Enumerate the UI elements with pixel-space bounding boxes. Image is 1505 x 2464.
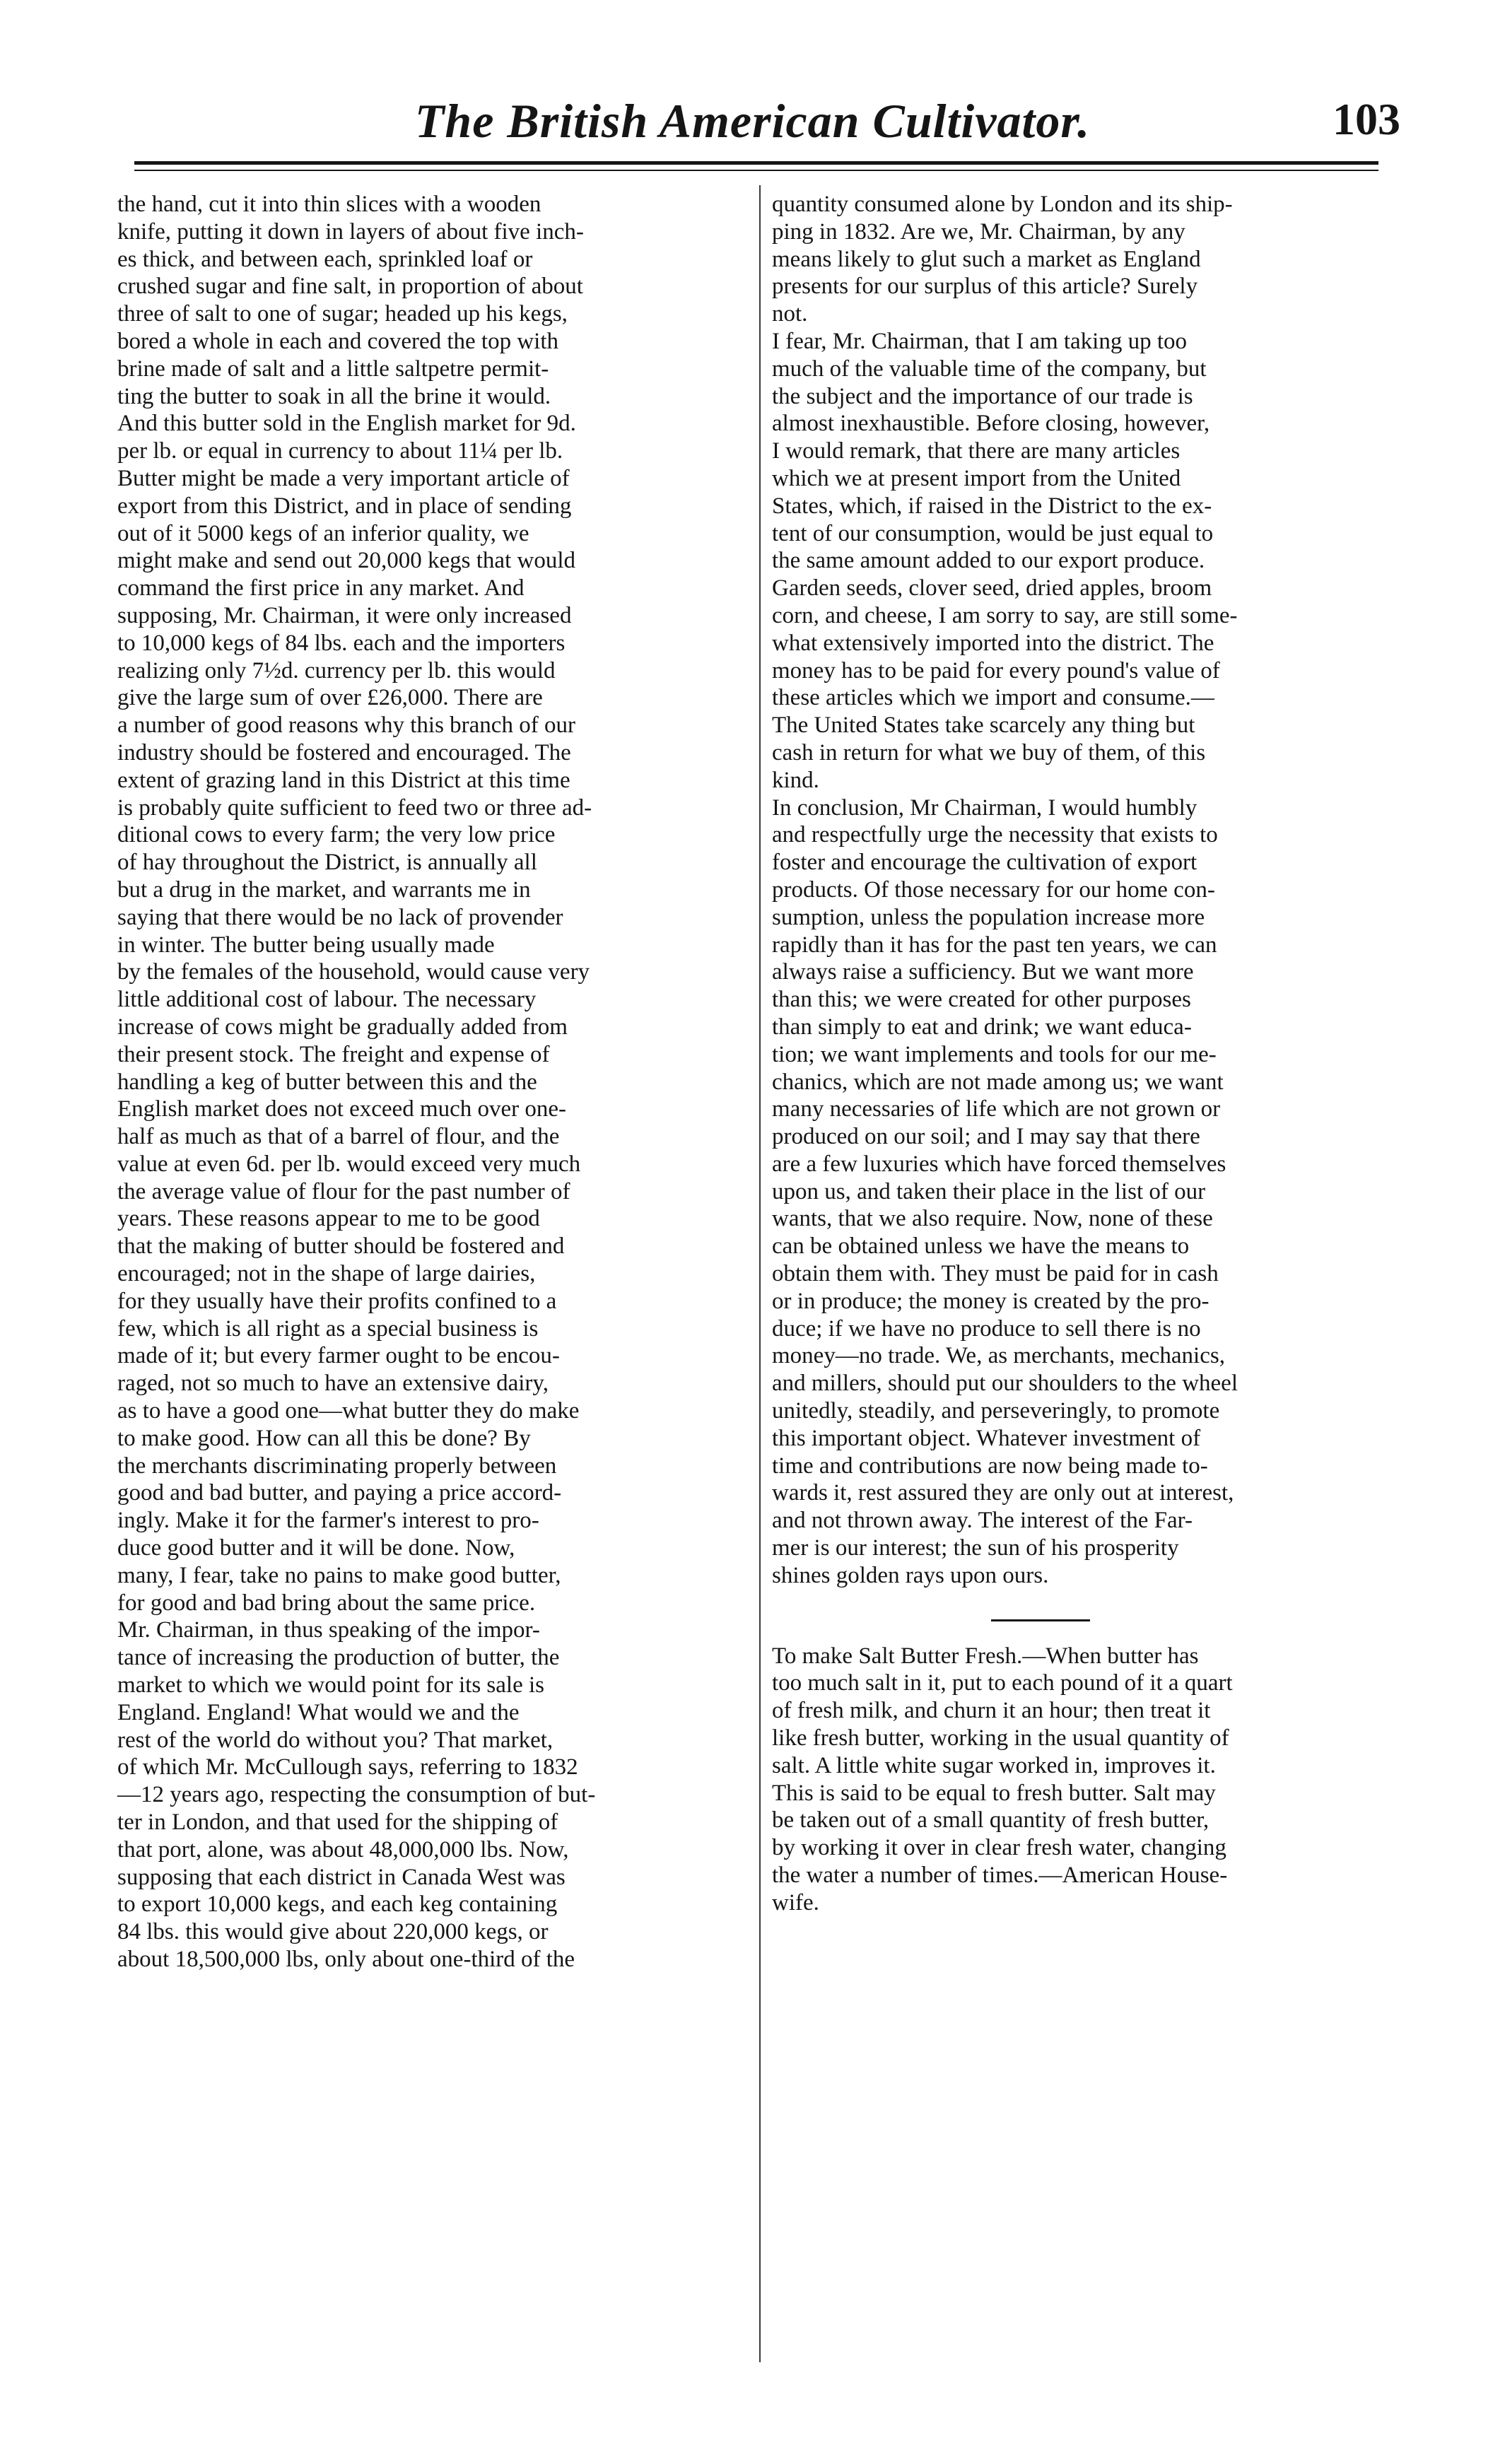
- text-line: tance of increasing the production of butter, the: [117, 1645, 560, 1671]
- text-line: ingly. Make it for the farmer's interest to pro-: [117, 1508, 539, 1534]
- text-line: be taken out of a small quantity of fresh butter,: [772, 1807, 1210, 1834]
- text-line: wife.: [772, 1889, 819, 1916]
- text-line: In conclusion, Mr Chairman, I would humbly: [772, 794, 1197, 821]
- text-line: 84 lbs. this would give about 220,000 kegs, or: [117, 1919, 549, 1945]
- text-line: rapidly than it has for the past ten years, we can: [772, 932, 1217, 958]
- text-line: Mr. Chairman, in thus speaking of the impor-: [117, 1617, 540, 1643]
- text-line: ditional cows to every farm; the very low price: [117, 822, 556, 848]
- text-line: bored a whole in each and covered the top with: [117, 328, 559, 354]
- text-line: The United States take scarcely any thing but: [772, 712, 1195, 739]
- text-line: as to have a good one—what butter they do make: [117, 1398, 580, 1424]
- text-line: can be obtained unless we have the means to: [772, 1233, 1190, 1260]
- text-line: than simply to eat and drink; we want educa-: [772, 1014, 1192, 1040]
- text-line: much of the valuable time of the company, but: [772, 356, 1207, 382]
- text-line: raged, not so much to have an extensive dairy,: [117, 1371, 549, 1397]
- text-line: time and contributions are now being made to-: [772, 1453, 1208, 1479]
- text-line: what extensively imported into the district. The: [772, 630, 1214, 656]
- text-line: presents for our surplus of this article? Surely: [772, 274, 1198, 300]
- text-line: rest of the world do without you? That market,: [117, 1727, 554, 1753]
- text-line: supposing that each district in Canada West was: [117, 1864, 566, 1890]
- text-line: To make Salt Butter Fresh.—When butter has: [772, 1643, 1199, 1669]
- left-column: [117, 191, 752, 1973]
- text-line: that the making of butter should be fostered and: [117, 1233, 565, 1260]
- text-line: by the females of the household, would cause very: [117, 959, 590, 985]
- text-line: in winter. The butter being usually made: [117, 932, 495, 958]
- text-line: for they usually have their profits confined to a: [117, 1288, 557, 1314]
- text-line: which we at present import from the United: [772, 465, 1181, 491]
- text-line: Butter might be made a very important article of: [117, 465, 570, 491]
- text-line: upon us, and taken their place in the list of our: [772, 1178, 1206, 1204]
- text-line: almost inexhaustible. Before closing, however,: [772, 411, 1210, 437]
- text-line: made of it; but every farmer ought to be encou-: [117, 1343, 560, 1369]
- text-line: realizing only 7½d. currency per lb. this would: [117, 657, 556, 684]
- text-line: and not thrown away. The interest of the Far-: [772, 1508, 1193, 1534]
- salt-butter-recipe: [772, 1643, 1404, 1917]
- text-line: of fresh milk, and churn it an hour; then treat it: [772, 1698, 1211, 1724]
- text-line: shines golden rays upon ours.: [772, 1562, 1049, 1588]
- text-line: but a drug in the market, and warrants me in: [117, 876, 531, 903]
- text-line: give the large sum of over £26,000. There are: [117, 685, 543, 711]
- text-line: to 10,000 kegs of 84 lbs. each and the importers: [117, 630, 566, 656]
- text-line: ping in 1832. Are we, Mr. Chairman, by any: [772, 218, 1185, 245]
- text-line: duce; if we have no produce to sell there is no: [772, 1315, 1201, 1342]
- text-line: about 18,500,000 lbs, only about one-third of the: [117, 1947, 575, 1972]
- text-line: many necessaries of life which are not grown or: [772, 1096, 1221, 1122]
- text-line: chanics, which are not made among us; we want: [772, 1069, 1224, 1095]
- text-line: half as much as that of a barrel of flour, and the: [117, 1124, 560, 1150]
- text-line: kind.: [772, 767, 819, 793]
- text-line: produced on our soil; and I may say that there: [772, 1124, 1200, 1150]
- text-line: increase of cows might be gradually added from: [117, 1014, 568, 1040]
- section-gap: [772, 1590, 1404, 1615]
- text-line: money has to be paid for every pound's value of: [772, 657, 1220, 684]
- text-line: always raise a sufficiency. But we want more: [772, 959, 1194, 985]
- header-rule-thick: [134, 161, 1378, 165]
- text-line: market to which we would point for its sale is: [117, 1672, 544, 1699]
- text-line: This is said to be equal to fresh butter. Salt may: [772, 1780, 1216, 1806]
- text-line: their present stock. The freight and expense of: [117, 1041, 550, 1067]
- text-line: this important object. Whatever investment of: [772, 1425, 1201, 1451]
- text-line: States, which, if raised in the District to the ex-: [772, 493, 1212, 519]
- text-line: wards it, rest assured they are only out at interest,: [772, 1480, 1234, 1506]
- text-line: out of it 5000 kegs of an inferior quality, we: [117, 520, 529, 546]
- text-line: these articles which we import and consume.—: [772, 685, 1214, 711]
- page-number: 103: [1333, 94, 1400, 144]
- text-line: few, which is all right as a special business is: [117, 1315, 539, 1342]
- text-line: handling a keg of butter between this and the: [117, 1069, 537, 1095]
- text-line: to make good. How can all this be done? By: [117, 1425, 531, 1451]
- text-line: saying that there would be no lack of provender: [117, 904, 563, 930]
- page-title: The British American Cultivator.: [414, 94, 1091, 148]
- header-rule-thin: [134, 170, 1378, 171]
- text-line: not.: [772, 301, 808, 327]
- text-line: English market does not exceed much over one-: [117, 1096, 567, 1122]
- text-line: brine made of salt and a little saltpetre permit-: [117, 356, 549, 382]
- text-line: duce good butter and it will be done. Now,: [117, 1535, 515, 1561]
- text-line: extent of grazing land in this District at this time: [117, 767, 570, 793]
- text-line: little additional cost of labour. The necessary: [117, 987, 537, 1013]
- text-line: industry should be fostered and encouraged. The: [117, 739, 571, 765]
- text-line: the same amount added to our export produce.: [772, 548, 1205, 574]
- text-line: —12 years ago, respecting the consumption of but-: [117, 1782, 596, 1808]
- text-line: value at even 6d. per lb. would exceed very much: [117, 1151, 581, 1177]
- text-line: foster and encourage the cultivation of export: [772, 850, 1197, 876]
- text-line: by working it over in clear fresh water, changing: [772, 1835, 1226, 1861]
- text-line: the merchants discriminating properly between: [117, 1453, 557, 1479]
- text-line: for good and bad bring about the same price.: [117, 1590, 536, 1616]
- text-line: Garden seeds, clover seed, dried apples, broom: [772, 575, 1212, 602]
- text-line: corn, and cheese, I am sorry to say, are still some-: [772, 602, 1238, 628]
- text-line: the average value of flour for the past number of: [117, 1178, 570, 1204]
- text-line: unitedly, steadily, and perseveringly, to promote: [772, 1398, 1220, 1424]
- section-divider: [991, 1619, 1090, 1621]
- text-line: per lb. or equal in currency to about 11¼ per lb.: [117, 438, 563, 464]
- text-line: ter in London, and that used for the shipping of: [117, 1809, 558, 1836]
- text-line: of which Mr. McCullough says, referring to 1832: [117, 1754, 578, 1780]
- text-line: tent of our consumption, would be just equal to: [772, 520, 1214, 546]
- text-line: the water a number of times.—American House-: [772, 1862, 1228, 1889]
- text-line: I would remark, that there are many articles: [772, 438, 1181, 464]
- text-line: or in produce; the money is created by the pro-: [772, 1288, 1210, 1314]
- right-column: [772, 191, 1404, 1917]
- text-line: and respectfully urge the necessity that exists to: [772, 822, 1218, 848]
- text-line: encouraged; not in the shape of large dairies,: [117, 1261, 536, 1287]
- text-line: years. These reasons appear to me to be good: [117, 1206, 540, 1232]
- text-line: that port, alone, was about 48,000,000 lbs. Now,: [117, 1836, 569, 1862]
- text-line: knife, putting it down in layers of about five inch-: [117, 218, 584, 245]
- text-line: mer is our interest; the sun of his prosperity: [772, 1535, 1179, 1561]
- text-line: export from this District, and in place of sending: [117, 493, 572, 519]
- text-line: good and bad butter, and paying a price accord-: [117, 1480, 562, 1506]
- text-line: supposing, Mr. Chairman, it were only increased: [117, 602, 572, 628]
- text-line: is probably quite sufficient to feed two or three ad-: [117, 794, 592, 821]
- text-line: too much salt in it, put to each pound of it a quart: [772, 1670, 1233, 1696]
- text-line: cash in return for what we buy of them, of this: [772, 739, 1206, 765]
- text-line: And this butter sold in the English market for 9d.: [117, 411, 576, 437]
- text-line: many, I fear, take no pains to make good butter,: [117, 1562, 561, 1588]
- text-line: a number of good reasons why this branch of our: [117, 712, 575, 739]
- text-line: products. Of those necessary for our home con-: [772, 876, 1215, 903]
- right-column-article: [772, 191, 1404, 1590]
- text-line: wants, that we also require. Now, none of these: [772, 1206, 1213, 1232]
- text-line: might make and send out 20,000 kegs that would: [117, 548, 575, 574]
- text-line: to export 10,000 kegs, and each keg containing: [117, 1891, 558, 1918]
- text-line: the subject and the importance of our trade is: [772, 383, 1193, 409]
- text-line: are a few luxuries which have forced themselves: [772, 1151, 1226, 1177]
- text-line: I fear, Mr. Chairman, that I am taking up too: [772, 328, 1188, 354]
- text-line: money—no trade. We, as merchants, mechanics,: [772, 1343, 1225, 1369]
- text-line: command the first price in any market. And: [117, 575, 525, 602]
- text-line: like fresh butter, working in the usual quantity of: [772, 1725, 1229, 1752]
- text-line: of hay throughout the District, is annually all: [117, 850, 537, 876]
- text-line: than this; we were created for other purposes: [772, 987, 1191, 1013]
- text-line: salt. A little white sugar worked in, improves it.: [772, 1752, 1216, 1778]
- text-line: quantity consumed alone by London and its ship-: [772, 192, 1233, 217]
- text-line: and millers, should put our shoulders to the wheel: [772, 1371, 1238, 1397]
- text-line: es thick, and between each, sprinkled loaf or: [117, 246, 533, 272]
- text-line: England. England! What would we and the: [117, 1699, 520, 1725]
- text-line: crushed sugar and fine salt, in proportion of about: [117, 274, 583, 300]
- text-line: means likely to glut such a market as England: [772, 246, 1201, 272]
- text-line: obtain them with. They must be paid for in cash: [772, 1261, 1219, 1287]
- text-line: three of salt to one of sugar; headed up his kegs,: [117, 301, 568, 327]
- text-line: sumption, unless the population increase more: [772, 904, 1205, 930]
- text-line: ting the butter to soak in all the brine it would.: [117, 383, 551, 409]
- text-line: tion; we want implements and tools for our me-: [772, 1041, 1217, 1067]
- column-divider: [759, 185, 761, 2362]
- text-line: the hand, cut it into thin slices with a wooden: [117, 192, 541, 217]
